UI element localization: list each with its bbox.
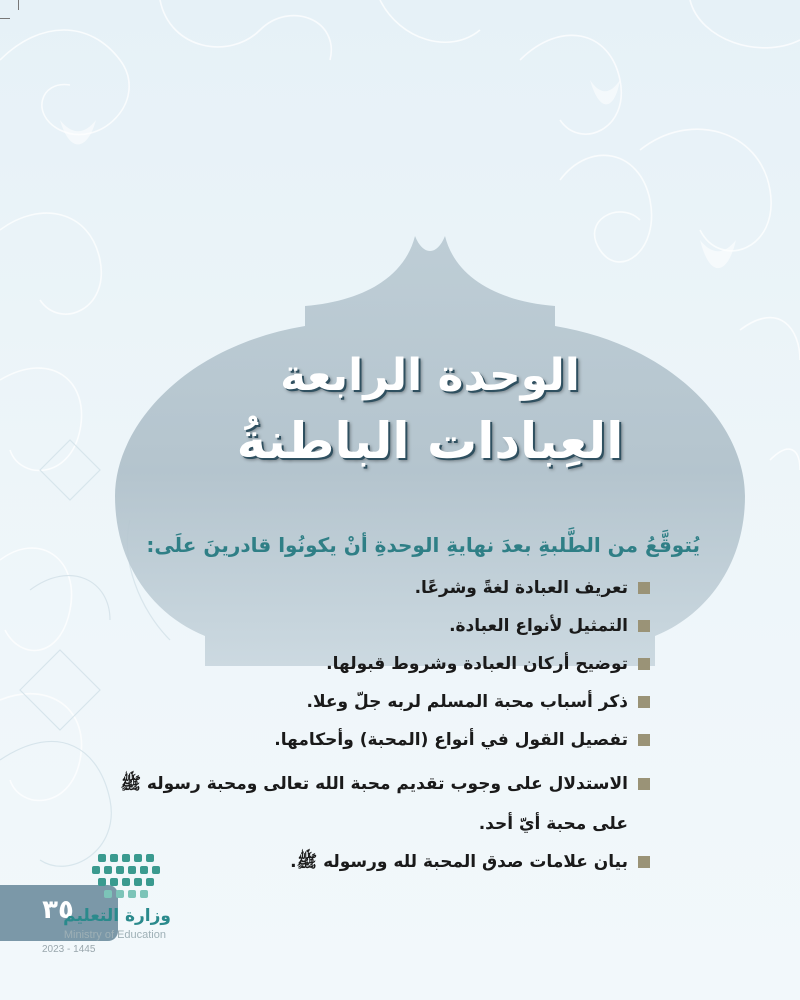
objective-item bbox=[110, 688, 650, 716]
objective-item bbox=[110, 848, 650, 876]
unit-number-title: الوحدة الرابعة bbox=[280, 350, 580, 401]
square-bullet-icon bbox=[638, 778, 650, 790]
unit-name-title: العِبادات الباطنةُ bbox=[236, 412, 624, 470]
objective-text: التمثيل لأنواع العبادة. bbox=[449, 616, 628, 636]
edition-year: 2023 - 1445 bbox=[42, 944, 96, 955]
objective-text: ذكر أسباب محبة المسلم لربه جلّ وعلا. bbox=[306, 692, 628, 712]
objective-text: بيان علامات صدق المحبة لله ورسوله ﷺ. bbox=[290, 852, 628, 872]
square-bullet-icon bbox=[638, 620, 650, 632]
objective-text: توضيح أركان العبادة وشروط قبولها. bbox=[326, 654, 628, 674]
square-bullet-icon bbox=[638, 856, 650, 868]
square-bullet-icon bbox=[638, 734, 650, 746]
objective-item bbox=[110, 764, 650, 844]
objective-text: تعريف العبادة لغةً وشرعًا. bbox=[414, 578, 628, 598]
crop-mark-top bbox=[18, 0, 19, 10]
objective-item bbox=[110, 574, 650, 602]
ministry-name-english: Ministry of Education bbox=[63, 929, 166, 941]
square-bullet-icon bbox=[638, 696, 650, 708]
objective-item bbox=[110, 650, 650, 678]
objective-text: الاستدلال على وجوب تقديم محبة الله تعالى ومحبة رسوله ﷺ على محبة أيّ أحد. bbox=[120, 774, 628, 834]
objectives-intro: يُتوقَّعُ من الطَّلبةِ بعدَ نهايةِ الوحدةِ أنْ يكونُوا قادرينَ علَى: bbox=[146, 533, 700, 557]
objective-item bbox=[110, 612, 650, 640]
page-number: ٣٥ bbox=[42, 895, 74, 925]
ministry-name-arabic: وزارة التعليم bbox=[63, 906, 171, 926]
crop-mark-left bbox=[0, 18, 10, 19]
objective-text: تفصيل القول في أنواع (المحبة) وأحكامها. bbox=[274, 730, 628, 750]
square-bullet-icon bbox=[638, 658, 650, 670]
square-bullet-icon bbox=[638, 582, 650, 594]
objective-item bbox=[110, 726, 650, 754]
objectives-list bbox=[110, 574, 650, 886]
